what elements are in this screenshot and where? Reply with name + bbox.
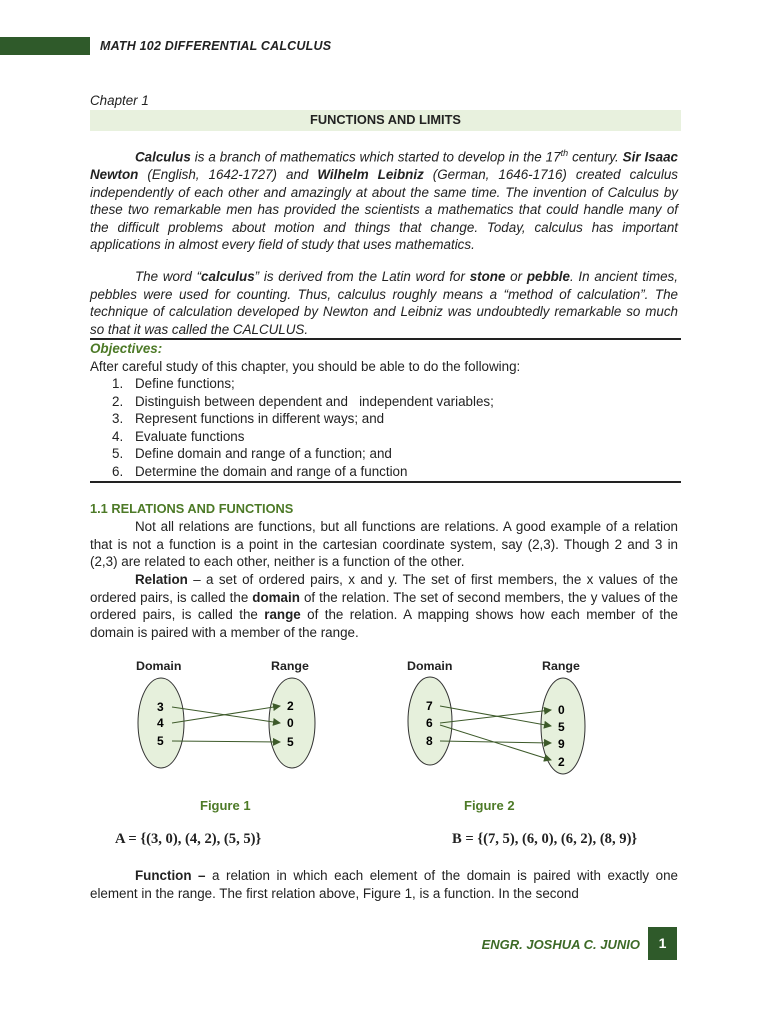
fig1-range-2: 2: [287, 699, 294, 713]
arrow-6-to-0: [440, 710, 551, 723]
figure-2-caption: Figure 2: [464, 798, 515, 813]
text-span: is a branch of mathematics which started to develop in the 17: [190, 149, 561, 165]
set-b-text: B = {(7, 5), (6, 0), (6, 2), (8, 9)}: [452, 831, 638, 847]
fig1-domain-label: Domain: [136, 659, 182, 673]
list-number: 5.: [112, 446, 124, 462]
text-span: or: [505, 269, 527, 284]
intro-paragraph-2: [90, 268, 678, 338]
term-newton: Sir Isaac Newton: [90, 149, 678, 183]
fig2-domain-label: Domain: [407, 659, 453, 673]
text-span: of the relation. The set of second members, the y values of the ordered pairs, is called the: [90, 589, 679, 623]
text-span: The word “: [135, 269, 202, 284]
header-title: MATH 102 DIFFERENTIAL CALCULUS: [100, 39, 332, 53]
fig2-domain-6: 6: [426, 716, 433, 730]
term-function: Function –: [135, 868, 206, 883]
intro-paragraph-1: [90, 145, 678, 254]
fig2-range-2: 2: [558, 755, 565, 769]
objectives-top-rule: [90, 338, 681, 340]
list-item: [90, 393, 681, 411]
fig1-range-5: 5: [287, 735, 294, 749]
list-text: Distinguish between dependent and independent variables;: [135, 393, 494, 409]
text-span: – a set of ordered pairs, x and y. The set of first members, the x values of the ordered pairs, is called the: [90, 572, 678, 605]
figure-2-mapping: [400, 675, 600, 785]
figure-1-mapping: [130, 675, 330, 775]
list-text: Represent functions in different ways; and: [135, 411, 385, 427]
term-range: range: [264, 607, 301, 623]
list-number: 6.: [112, 463, 124, 479]
list-text: Determine the domain and range of a function: [135, 463, 408, 479]
list-number: 4.: [112, 428, 124, 444]
chapter-label: Chapter 1: [90, 93, 149, 108]
arrow-5-to-5: [172, 741, 280, 742]
fig2-range-0: 0: [558, 703, 565, 717]
fig1-range-0: 0: [287, 716, 294, 730]
relations-paragraph-2: [90, 571, 678, 641]
fig2-domain-7: 7: [426, 699, 433, 713]
function-definition-paragraph: [90, 867, 678, 902]
text-span: . In ancient times, pebbles were used for counting. Thus, calculus roughly means a “method of calculation”. The technique of calculation developed by Newton and Leibniz was undoubtedly remarkable so much so that it was called the CALCULUS.: [90, 269, 678, 337]
text-span: a relation in which each element of the domain is paired with exactly one element in the range. The first relation above, Figure 1, is a function. In the second: [90, 868, 678, 901]
term-calculus: Calculus: [135, 149, 191, 165]
list-number: 2.: [112, 393, 124, 409]
text-span: Not all relations are functions, but all functions are relations. A good example of a relation that is not a function is a point in the cartesian coordinate system, say (2,3). Though 2 and 3 in (2,3) are related to each other, neither is a function of the other.: [90, 519, 678, 570]
text-span: century.: [568, 149, 619, 165]
list-item: [90, 445, 681, 463]
section-heading-relations: 1.1 RELATIONS AND FUNCTIONS: [90, 501, 294, 516]
fig1-domain-3: 3: [157, 700, 164, 714]
set-b: [452, 831, 637, 848]
text-span: of the relation. A mapping shows how each member of the domain is paired with a member of the range.: [90, 607, 678, 640]
term-pebble: pebble: [526, 269, 570, 284]
list-item: [90, 428, 681, 446]
text-span: ” is derived from the Latin word for: [254, 269, 470, 284]
text-span: (English, 1642-1727) and: [138, 167, 318, 183]
fig2-range-9: 9: [558, 737, 565, 751]
term-domain: domain: [252, 589, 300, 605]
list-text: Define functions;: [135, 376, 235, 391]
objectives-lead: After careful study of this chapter, you should be able to do the following:: [90, 359, 521, 374]
list-number: 1.: [112, 376, 124, 391]
term-calculus: calculus: [201, 269, 255, 284]
fig1-domain-5: 5: [157, 734, 164, 748]
relations-paragraph-1: [90, 518, 678, 571]
footer-author: ENGR. JOSHUA C. JUNIO: [481, 937, 640, 952]
objectives-list: [90, 375, 681, 481]
fig1-range-label: Range: [271, 659, 309, 673]
objectives-heading: Objectives:: [90, 341, 163, 356]
objectives-bottom-rule: [90, 481, 681, 483]
fig1-domain-4: 4: [157, 716, 164, 730]
list-item: [90, 410, 681, 428]
list-text: Define domain and range of a function; and: [135, 446, 392, 462]
list-item: [90, 463, 681, 481]
fig2-domain-8: 8: [426, 734, 433, 748]
section-title: FUNCTIONS AND LIMITS: [310, 112, 461, 127]
superscript: th: [560, 148, 569, 158]
set-a-text: A = {(3, 0), (4, 2), (5, 5)}: [115, 831, 262, 847]
list-text: Evaluate functions: [135, 428, 245, 444]
fig2-range-5: 5: [558, 720, 565, 734]
list-number: 3.: [112, 411, 124, 427]
page-number: 1: [648, 927, 677, 960]
figure-1-caption: Figure 1: [200, 798, 251, 813]
text-span: (German, 1646-1716) created calculus independently of each other and amazingly at about the same time. The invention of Calculus by these two remarkable men has provided the scientists a mathematics that could handle many of the difficult problems about motion and things that change. Today, calculus has important applications in almost every field of study that uses mathematics.: [90, 167, 678, 253]
term-relation: Relation: [135, 572, 188, 587]
term-stone: stone: [469, 269, 506, 284]
header-accent-bar: [0, 37, 90, 55]
section-title-band: [90, 110, 681, 131]
set-a: [115, 831, 261, 848]
list-item: [90, 375, 681, 393]
term-leibniz: Wilhelm Leibniz: [317, 167, 424, 183]
fig2-range-label: Range: [542, 659, 580, 673]
